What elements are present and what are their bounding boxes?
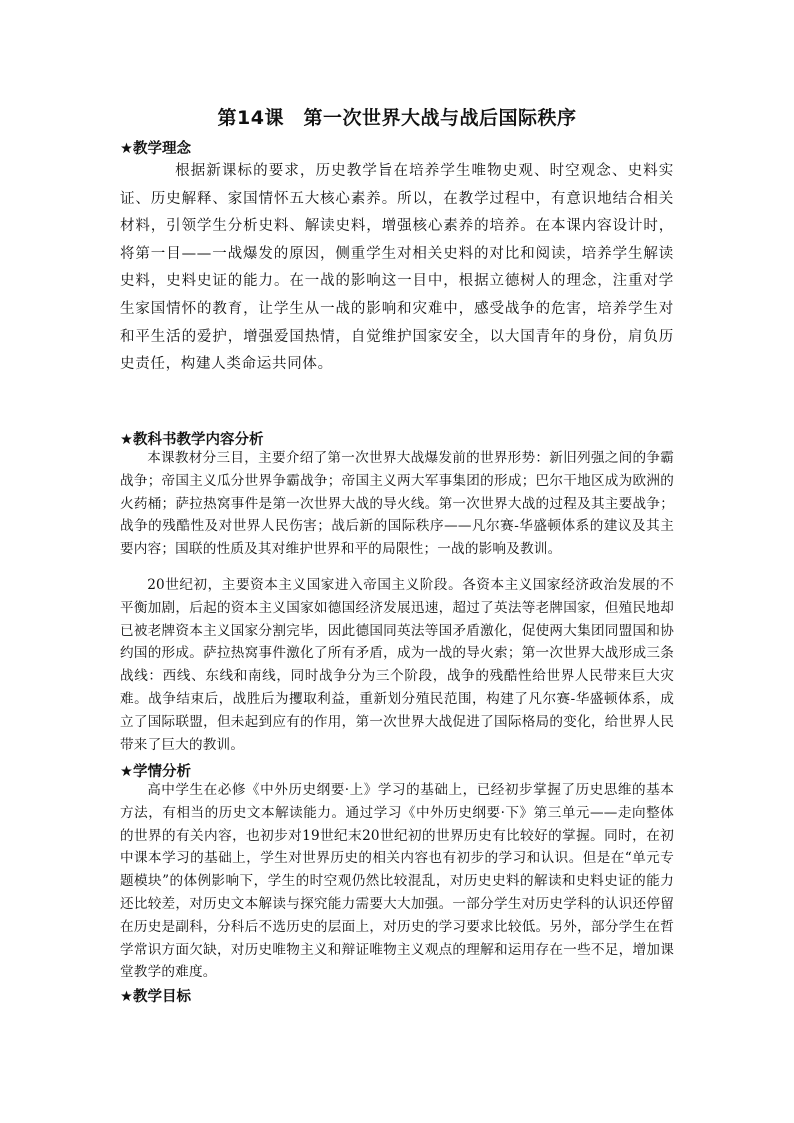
paragraph-textbook-analysis-2: 20世纪初，主要资本主义国家进入帝国主义阶段。各资本主义国家经济政治发展的不平衡加剧，后起的资本主义国家如德国经济发展迅速，超过了英法等老牌国家，但殖民地却已被老牌资本主义国家分割完毕，因此德国同英法等国矛盾激化，促使两大集团同盟国和协约国的形成。萨拉热窝事件激化了所有矛盾，成为一战的导火索；第一次世界大战形成三条战线：西线、东线和南线，同时战争分为三个阶段，战争的残酷性给世界人民带来巨大灾难。战争结束后，战胜后为攫取利益，重新划分殖民范围，构建了凡尔赛-华盛顿体系，成立了国际联盟，但未起到应有的作用，第一次世界大战促进了国际格局的变化，给世界人民带来了巨大的教训。 xyxy=(120,577,674,753)
page-title: 第14课 第一次世界大战与战后国际秩序 xyxy=(217,107,577,129)
paragraph-teaching-philosophy: 根据新课标的要求，历史教学旨在培养学生唯物史观、时空观念、史料实证、历史解释、家国情怀五大核心素养。所以，在教学过程中，有意识地结合相关材料，引领学生分析史料、解读史料，增强核心素养的培养。在本课内容设计时，将第一目——一战爆发的原因，侧重学生对相关史料的对比和阅读，培养学生解读史料，史料史证的能力。在一战的影响这一目中，根据立德树人的理念，注重对学生家国情怀的教育，让学生从一战的影响和灾难中，感受战争的危害，培养学生对和平生活的爱护，增强爱国热情，自觉维护国家安全，以大国青年的身份，肩负历史责任，构建人类命运共同体。 xyxy=(120,163,674,373)
section-heading-teaching-philosophy: ★教学理念 xyxy=(120,141,191,157)
section-heading-teaching-goals: ★教学目标 xyxy=(120,989,191,1005)
section-heading-student-analysis: ★学情分析 xyxy=(120,764,191,780)
section-heading-textbook-analysis: ★教科书教学内容分析 xyxy=(120,432,264,448)
paragraph-textbook-analysis-1: 本课教材分三目，主要介绍了第一次世界大战爆发前的世界形势：新旧列强之间的争霸战争；帝国主义瓜分世界争霸战争；帝国主义两大军事集团的形成；巴尔干地区成为欧洲的火药桶；萨拉热窝事件是第一次世界大战的导火线。第一次世界大战的过程及其主要战争；战争的残酷性及对世界人民伤害；战后新的国际秩序——凡尔赛-华盛顿体系的建议及其主要内容；国联的性质及其对维护世界和平的局限性；一战的影响及教训。 xyxy=(120,450,674,558)
paragraph-student-analysis: 高中学生在必修《中外历史纲要·上》学习的基础上，已经初步掌握了历史思维的基本方法，有相当的历史文本解读能力。通过学习《中外历史纲要·下》第三单元——走向整体的世界的有关内容，也初步对19世纪末20世纪初的世界历史有比较好的掌握。同时，在初中课本学习的基础上，学生对世界历史的相关内容也有初步的学习和认识。但是在“单元专题模块”的体例影响下，学生的时空观仍然比较混乱，对历史史料的解读和史料史证的能力还比较差，对历史文本解读与探究能力需要大大加强。一部分学生对历史学科的认识还停留在历史是副科，分科后不选历史的层面上，对历史的学习要求比较低。另外，部分学生在哲学常识方面欠缺，对历史唯物主义和辩证唯物主义观点的理解和运用存在一些不足，增加课堂教学的难度。 xyxy=(120,782,674,981)
